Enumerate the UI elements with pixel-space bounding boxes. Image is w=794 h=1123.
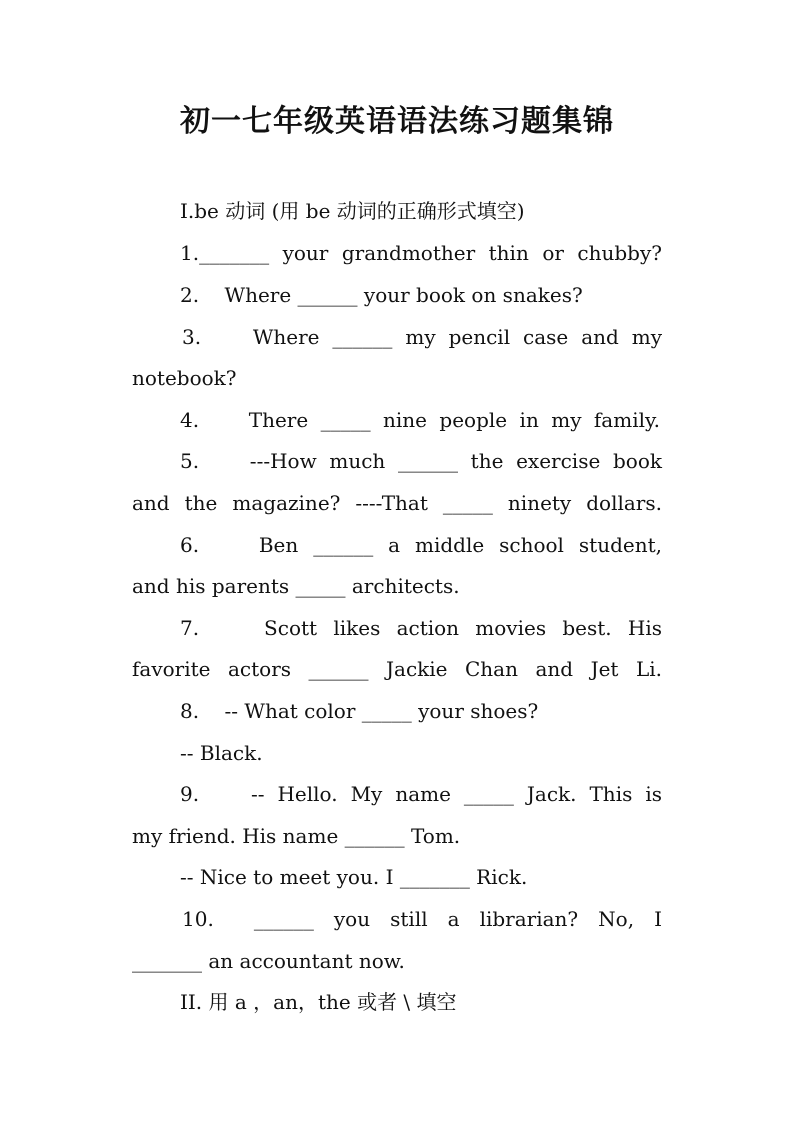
section-heading-be-verbs: I.be 动词 (用 be 动词的正确形式填空) — [180, 199, 525, 223]
question-line: 3. Where ______ my pencil case and my — [182, 325, 662, 349]
question-line: my friend. His name ______ Tom. — [132, 824, 461, 848]
question-line: notebook? — [132, 366, 237, 390]
question-line: _______ an accountant now. — [132, 949, 405, 973]
question-line: 4. There _____ nine people in my family. — [180, 408, 660, 432]
question-line: 7. Scott likes action movies best. His — [180, 616, 662, 640]
question-line: 10. ______ you still a librarian? No, I — [182, 907, 662, 931]
question-line: 1._______ your grandmother thin or chubby? — [180, 241, 662, 265]
answer-line: -- Nice to meet you. I _______ Rick. — [180, 865, 528, 889]
corner-mark — [124, 1036, 128, 1040]
question-line: 2. Where ______ your book on snakes? — [180, 283, 583, 307]
corner-mark — [128, 60, 132, 64]
question-line: and the magazine? ----That _____ ninety dollars. — [132, 491, 662, 515]
question-line: and his parents _____ architects. — [132, 574, 460, 598]
question-line: 6. Ben ______ a middle school student, — [180, 533, 662, 557]
section-heading-articles: II. 用 a ，an，the 或者 \ 填空 — [180, 990, 457, 1014]
question-line: 8. -- What color _____ your shoes? — [180, 699, 539, 723]
answer-line: -- Black. — [180, 741, 263, 765]
question-line: favorite actors ______ Jackie Chan and Jet Li. — [132, 657, 662, 681]
page-title: 初一七年级英语语法练习题集锦 — [180, 104, 614, 139]
question-line: 9. -- Hello. My name _____ Jack. This is — [180, 782, 662, 806]
question-line: 5. ---How much ______ the exercise book — [180, 449, 662, 473]
